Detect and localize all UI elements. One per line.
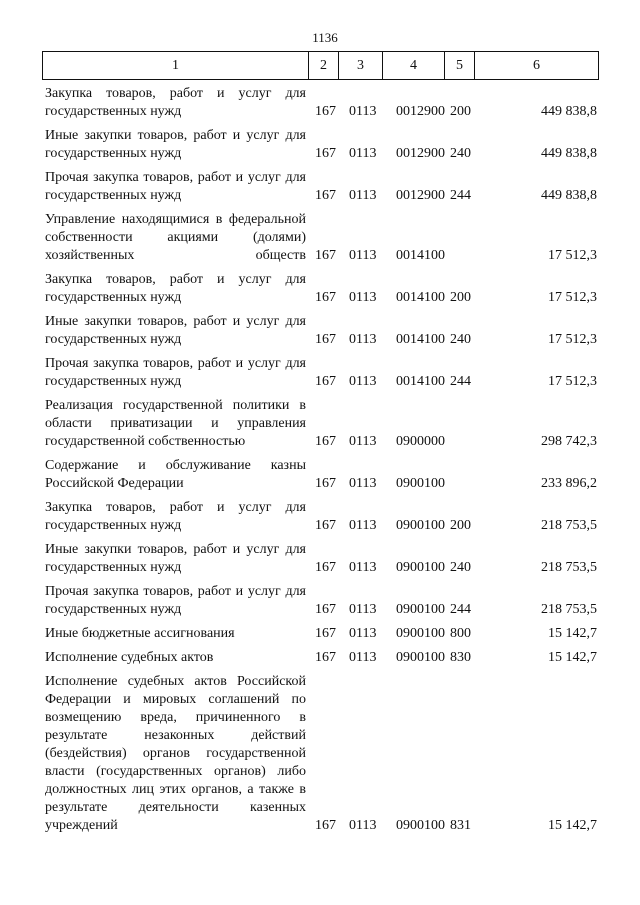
row-code-section: 0113 (349, 434, 377, 449)
row-amount: 15 142,7 (548, 818, 597, 833)
row-amount: 17 512,3 (548, 290, 597, 305)
table-row (0, 649, 640, 667)
row-description: Закупка товаров, работ и услуг для государственных нужд (45, 500, 306, 533)
row-description: Иные закупки товаров, работ и услуг для государственных нужд (45, 128, 306, 161)
row-code-target: 0900100 (396, 626, 445, 641)
row-code-ministry: 167 (315, 650, 336, 665)
table-row (0, 127, 640, 163)
row-code-expense-type: 240 (450, 146, 471, 161)
row-amount: 17 512,3 (548, 374, 597, 389)
column-header-5: 5 (445, 52, 475, 80)
row-code-target: 0014100 (396, 332, 445, 347)
row-code-expense-type: 244 (450, 374, 471, 389)
row-code-expense-type: 244 (450, 188, 471, 203)
row-description: Реализация государственной политики в области приватизации и управления государственной собственностью (45, 398, 306, 449)
column-header-2: 2 (309, 52, 339, 80)
row-description: Прочая закупка товаров, работ и услуг для государственных нужд (45, 356, 306, 389)
row-code-target: 0014100 (396, 290, 445, 305)
row-amount: 298 742,3 (541, 434, 597, 449)
row-code-target: 0014100 (396, 374, 445, 389)
table-row (0, 457, 640, 493)
row-amount: 15 142,7 (548, 650, 597, 665)
row-amount: 218 753,5 (541, 560, 597, 575)
row-description: Исполнение судебных актов (45, 650, 214, 665)
row-code-section: 0113 (349, 374, 377, 389)
row-description: Содержание и обслуживание казны Российской Федерации (45, 458, 306, 491)
row-code-ministry: 167 (315, 104, 336, 119)
row-code-section: 0113 (349, 248, 377, 263)
row-code-expense-type: 244 (450, 602, 471, 617)
row-code-target: 0012900 (396, 146, 445, 161)
row-amount: 17 512,3 (548, 248, 597, 263)
row-code-ministry: 167 (315, 290, 336, 305)
row-amount: 233 896,2 (541, 476, 597, 491)
row-code-ministry: 167 (315, 518, 336, 533)
table-row (0, 169, 640, 205)
row-code-expense-type: 240 (450, 332, 471, 347)
table-row (0, 313, 640, 349)
row-code-section: 0113 (349, 560, 377, 575)
row-code-section: 0113 (349, 290, 377, 305)
table-row (0, 355, 640, 391)
table-row (0, 271, 640, 307)
row-amount: 449 838,8 (541, 188, 597, 203)
table-row (0, 541, 640, 577)
row-code-section: 0113 (349, 188, 377, 203)
row-code-expense-type: 200 (450, 518, 471, 533)
row-code-ministry: 167 (315, 146, 336, 161)
row-description: Закупка товаров, работ и услуг для государственных нужд (45, 86, 306, 119)
row-description: Исполнение судебных актов Российской Федерации и мировых соглашений по возмещению вреда, причиненного в результате незаконных действий (бездействия) органов государственной власти (государственных органов) либо должностных лиц этих органов, а также в результате деятельности казенных учреждений (45, 674, 306, 833)
row-description: Иные закупки товаров, работ и услуг для государственных нужд (45, 542, 306, 575)
row-code-target: 0900100 (396, 518, 445, 533)
row-description: Прочая закупка товаров, работ и услуг для государственных нужд (45, 584, 306, 617)
row-code-expense-type: 800 (450, 626, 471, 641)
row-code-section: 0113 (349, 146, 377, 161)
column-header-4: 4 (383, 52, 445, 80)
row-code-section: 0113 (349, 626, 377, 641)
table-row (0, 625, 640, 643)
row-code-ministry: 167 (315, 602, 336, 617)
row-code-ministry: 167 (315, 626, 336, 641)
row-description: Закупка товаров, работ и услуг для государственных нужд (45, 272, 306, 305)
column-header-1: 1 (43, 52, 309, 80)
table-row (0, 85, 640, 121)
row-code-ministry: 167 (315, 818, 336, 833)
row-code-target: 0012900 (396, 188, 445, 203)
row-code-target: 0900100 (396, 818, 445, 833)
row-amount: 449 838,8 (541, 104, 597, 119)
row-code-section: 0113 (349, 650, 377, 665)
row-code-ministry: 167 (315, 560, 336, 575)
row-code-ministry: 167 (315, 332, 336, 347)
row-code-section: 0113 (349, 104, 377, 119)
row-amount: 15 142,7 (548, 626, 597, 641)
row-code-expense-type: 831 (450, 818, 471, 833)
row-code-expense-type: 200 (450, 290, 471, 305)
row-code-ministry: 167 (315, 374, 336, 389)
budget-table-body (0, 85, 640, 841)
column-header-row (42, 51, 599, 80)
row-code-section: 0113 (349, 518, 377, 533)
row-code-section: 0113 (349, 332, 377, 347)
row-code-ministry: 167 (315, 434, 336, 449)
page-number: 1136 (312, 30, 338, 45)
table-row (0, 499, 640, 535)
row-amount: 218 753,5 (541, 518, 597, 533)
row-code-section: 0113 (349, 818, 377, 833)
row-code-ministry: 167 (315, 248, 336, 263)
table-row (0, 673, 640, 835)
row-code-target: 0900100 (396, 476, 445, 491)
row-code-ministry: 167 (315, 188, 336, 203)
row-amount: 17 512,3 (548, 332, 597, 347)
row-description: Управление находящимися в федеральной собственности акциями (долями) хозяйственных обществ (45, 212, 306, 263)
row-amount: 449 838,8 (541, 146, 597, 161)
row-description: Иные закупки товаров, работ и услуг для государственных нужд (45, 314, 306, 347)
column-header-3: 3 (339, 52, 383, 80)
column-header-6: 6 (475, 52, 599, 80)
row-code-section: 0113 (349, 602, 377, 617)
row-description: Прочая закупка товаров, работ и услуг для государственных нужд (45, 170, 306, 203)
row-code-target: 0012900 (396, 104, 445, 119)
row-code-expense-type: 830 (450, 650, 471, 665)
row-code-ministry: 167 (315, 476, 336, 491)
table-row (0, 211, 640, 265)
row-amount: 218 753,5 (541, 602, 597, 617)
row-code-target: 0900100 (396, 650, 445, 665)
row-code-section: 0113 (349, 476, 377, 491)
table-row (0, 397, 640, 451)
row-code-target: 0014100 (396, 248, 445, 263)
row-code-expense-type: 240 (450, 560, 471, 575)
row-code-target: 0900100 (396, 560, 445, 575)
table-row (0, 583, 640, 619)
row-description: Иные бюджетные ассигнования (45, 626, 235, 641)
row-code-expense-type: 200 (450, 104, 471, 119)
row-code-target: 0900100 (396, 602, 445, 617)
row-code-target: 0900000 (396, 434, 445, 449)
